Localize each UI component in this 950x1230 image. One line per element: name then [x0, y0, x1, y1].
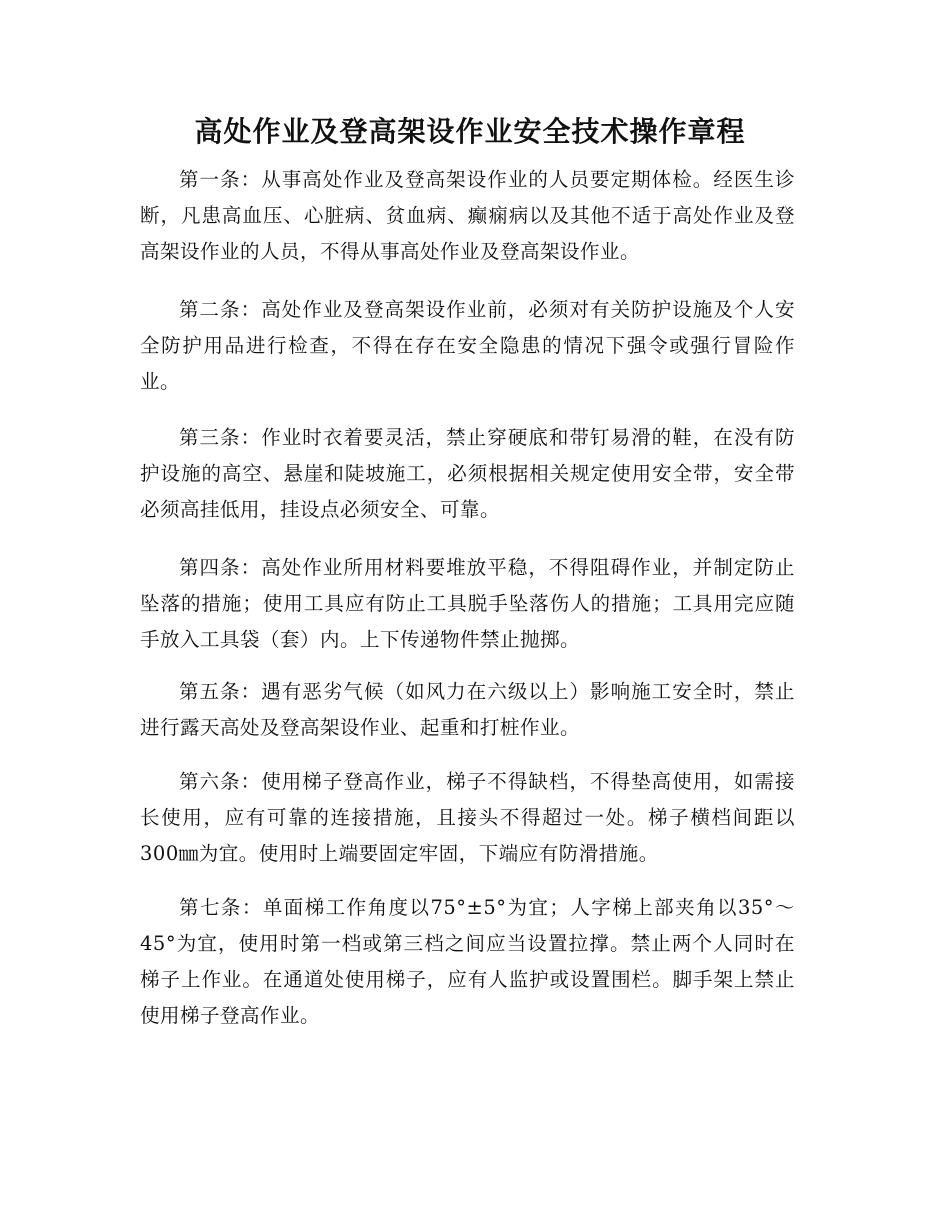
article-1: 第一条：从事高处作业及登高架设作业的人员要定期体检。经医生诊断，凡患高血压、心脏病、贫血病、癫痫病以及其他不适于高处作业及登高架设作业的人员，不得从事高处作业及登高架设作业。	[140, 168, 795, 263]
article-4: 第四条：高处作业所用材料要堆放平稳，不得阻碍作业，并制定防止坠落的措施；使用工具应有防止工具脱手坠落伤人的措施；工具用完应随手放入工具袋（套）内。上下传递物件禁止抛掷。	[140, 556, 795, 651]
article-5: 第五条：遇有恶劣气候（如风力在六级以上）影响施工安全时，禁止进行露天高处及登高架设作业、起重和打桩作业。	[140, 680, 795, 739]
document-title: 高处作业及登高架设作业安全技术操作章程	[194, 115, 746, 148]
article-6: 第六条：使用梯子登高作业，梯子不得缺档，不得垫高使用，如需接长使用，应有可靠的连接措施，且接头不得超过一处。梯子横档间距以300㎜为宜。使用时上端要固定牢固，下端应有防滑措施。	[140, 770, 795, 865]
article-7: 第七条：单面梯工作角度以75°±5°为宜；人字梯上部夹角以35°～45°为宜，使用时第一档或第三档之间应当设置拉撑。禁止两个人同时在梯子上作业。在通道处使用梯子，应有人监护或设置围栏。脚手架上禁止使用梯子登高作业。	[140, 896, 795, 1027]
article-3: 第三条：作业时衣着要灵活，禁止穿硬底和带钉易滑的鞋，在没有防护设施的高空、悬崖和陡坡施工，必须根据相关规定使用安全带，安全带必须高挂低用，挂设点必须安全、可靠。	[140, 426, 795, 521]
article-2: 第二条：高处作业及登高架设作业前，必须对有关防护设施及个人安全防护用品进行检查，不得在存在安全隐患的情况下强令或强行冒险作业。	[140, 298, 795, 393]
